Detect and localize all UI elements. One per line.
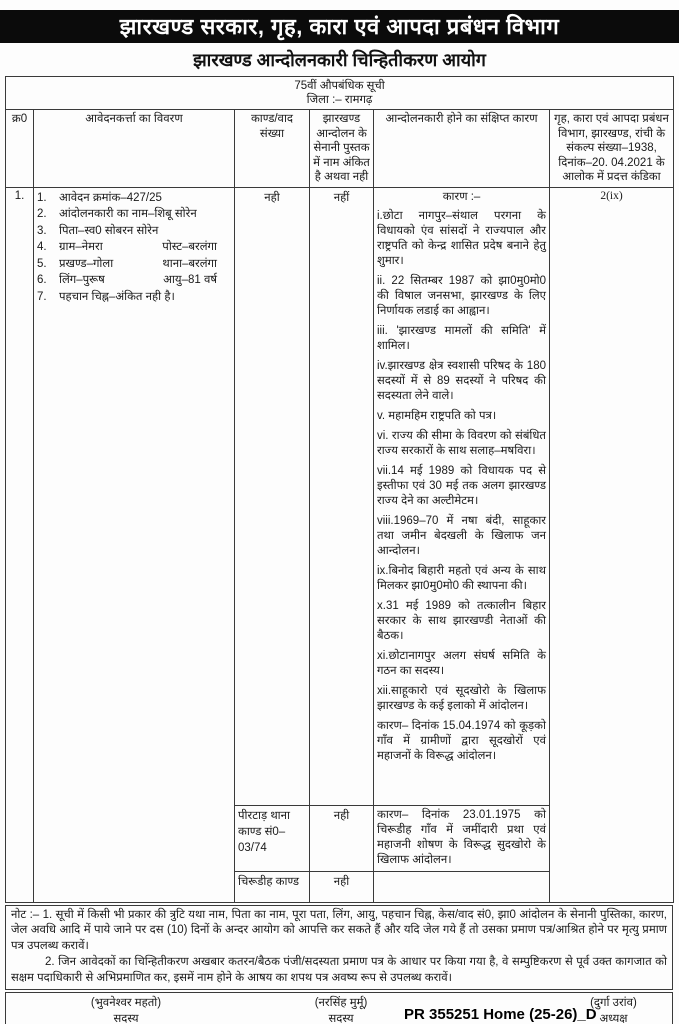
serial-number: 1. [6, 187, 34, 902]
detail-item: 3. पिता–स्व0 सोबरन सोरेन [37, 224, 159, 237]
reason-cell [374, 187, 550, 805]
senani-book-value-2: नही [310, 805, 374, 871]
reason-item: ii. 22 सितम्बर 1987 को झा0मु0मो0 की विषाल जनसभा, झारखण्ड के लिए निर्णायक लडाई का आह्वान। [377, 274, 546, 318]
kandika-value: 2(ix) [550, 187, 674, 902]
table-row [6, 187, 674, 805]
table-header-row [6, 110, 674, 188]
banner-title: झारखण्ड सरकार, गृह, कारा एवं आपदा प्रबंधन विभाग [0, 10, 679, 43]
column-header-reason: आन्दोलनकारी होने का संक्षिप्त कारण [374, 110, 550, 188]
caption-row [6, 77, 674, 110]
reason-item: ix.बिनोद बिहारी महतो एवं अन्य के साथ मिलकर झा0मु0मो0 की स्थापना की। [377, 564, 546, 592]
reason-value-2: कारण– दिनांक 23.01.1975 को चिरूडीह गाँव में जमींदारी प्रथा एवं महाजनी शोषण के विरूद्ध सुदखोरो के खिलाफ आंदोलन। [374, 805, 550, 871]
reason-item: iii. 'झारखण्ड मामलों की समिति' में शामिल। [377, 324, 546, 353]
detail-item: 2. आंदोलनकारी का नाम–शिबू सोरेन [37, 208, 197, 220]
detail-item: 5. प्रखण्ड–गोला थाना–बरलंगा [37, 257, 217, 270]
column-header-serial: क्र0 [6, 110, 34, 188]
pr-code: PR 355251 Home (25-26)_D [404, 1006, 597, 1024]
reason-item: xii.साहूकारो एवं सूदखोरो के खिलाफ झारखण्ड के कई इलाको में आंदोलन। [377, 684, 546, 712]
senani-book-value: नहीं [310, 187, 374, 805]
reason-item: x.31 मई 1989 को तत्कालीन बिहार सरकार के साथ झारखण्डी नेताओं की बैठक। [377, 599, 546, 643]
district-label: जिला :– रामगढ़ [306, 94, 373, 106]
detail-item: 7. पहचान चिह्न–अंकित नही है। [37, 290, 175, 303]
column-header-applicant-details: आवेदनकर्त्ता का विवरण [34, 110, 235, 188]
column-header-kandika: गृह, कारा एवं आपदा प्रबंधन विभाग, झारखण्ड, रांची के संकल्प संख्या–1938, दिनांक–20. 04.2021 के आलोक में प्रदत्त कंडिका [550, 110, 674, 188]
column-header-case-number: काण्ड/वाद संख्या [235, 110, 310, 188]
detail-item: 6. लिंग–पुरूष आयु–81 वर्ष [37, 274, 217, 286]
applicant-details-list [37, 190, 231, 306]
reason-title: कारण :– [442, 190, 481, 203]
reason-item: v. महामहिम राष्ट्रपति को पत्र। [377, 409, 497, 422]
reason-value-3 [374, 871, 550, 902]
commission-title: झारखण्ड आन्दोलनकारी चिन्हितीकरण आयोग [193, 50, 486, 70]
signatory: (दुर्गा उरांव) अध्यक्ष [590, 997, 637, 1024]
signature-section [5, 992, 673, 1024]
detail-item: 4. ग्राम–नेमरा पोस्ट–बरलंगा [37, 241, 217, 253]
applicant-details-cell [34, 187, 235, 902]
column-header-senani-book: झारखण्ड आन्दोलन के सेनानी पुस्तक में नाम अंकित है अथवा नही [310, 110, 374, 188]
reason-item: vi. राज्य की सीमा के विवरण को संबंधित राज्य सरकारों के साथ सलाह–मषविरा। [377, 429, 546, 457]
reason-item: i.छोटा नागपुर–संथाल परगना के विधायको एंव सांसदों ने राज्यपाल और राष्ट्रपति को केन्द्र शासित प्रदेष बनाने हेतु शुमार। [377, 209, 546, 268]
reason-item: xi.छोटानागपुर अलग संघर्ष समिति के गठन का सदस्य। [377, 649, 546, 677]
senani-book-value-3: नही [310, 871, 374, 902]
reason-item: vii.14 मई 1989 को विधायक पद से इस्तीफा एवं 30 मई तक अलग झारखण्ड राज्य देने का अल्टीमेटम। [377, 464, 546, 507]
case-number-value-2: पीरटाड़ थाना काण्ड सं0–03/74 [235, 805, 310, 871]
detail-item: 1. आवेदन क्रमांक–427/25 [37, 191, 162, 204]
signatory: (भुवनेश्वर महतो) सदस्य [90, 997, 162, 1024]
applicants-table [5, 76, 674, 903]
case-number-value-3: चिरूडीह काण्ड [235, 871, 310, 902]
note-line-2: 2. जिन आवेदकों का चिन्हितीकरण अखबार कतरन/बैठक पंजी/सदस्यता प्रमाण पत्र के आधार पर किया गया है, वे सम्पुष्टिकरण से पूर्व उक्त कागजात को सक्षम पदाधिकारी से अभिप्रमाणित कर, इसमें नाम होने के आषय का शपथ पत्र अवष्य रूप से उपलब्ध करावें। [11, 955, 667, 984]
reason-item: iv.झारखण्ड क्षेत्र स्वशासी परिषद के 180 सदस्यों में से 89 सदस्यों ने परिषद की सदस्यता लेने वाले। [377, 359, 546, 403]
reason-item: viii.1969–70 में नषा बंदी, साहूकार तथा जमीन बेदखली के खिलाफ जन आन्दोलन। [377, 514, 546, 558]
note-line-1: नोट :– 1. सूची में किसी भी प्रकार की त्रुटि यथा नाम, पिता का नाम, पूरा पता, लिंग, आयु, पहचान चिह्न, केस/वाद सं0, झा0 आंदोलन के सेनानी पुस्तिका, कारण, जेल अवधि आदि में पाये जाने पर दस (10) दिनों के अन्दर आयोग को आपत्ति कर सकते हैं और यदि जेल गये हैं तो उसका प्रमाण पत्र/आश्रित होने पर मृत्यु प्रमाण पत्र उपलब्ध करावें। [11, 908, 667, 953]
list-caption: 75वीं औपबंधिक सूची [294, 80, 385, 92]
reason-item: कारण– दिनांक 15.04.1974 को कूड़को गाँव में ग्रामीणों द्वारा सूदखोरों एवं महाजनों के विरूद्ध आंदोलन। [377, 719, 546, 762]
reason-list [377, 209, 546, 765]
signatory: (नरसिंह मुर्मू) सदस्य [314, 997, 368, 1024]
note-section [5, 905, 673, 991]
case-number-value: नही [235, 187, 310, 805]
